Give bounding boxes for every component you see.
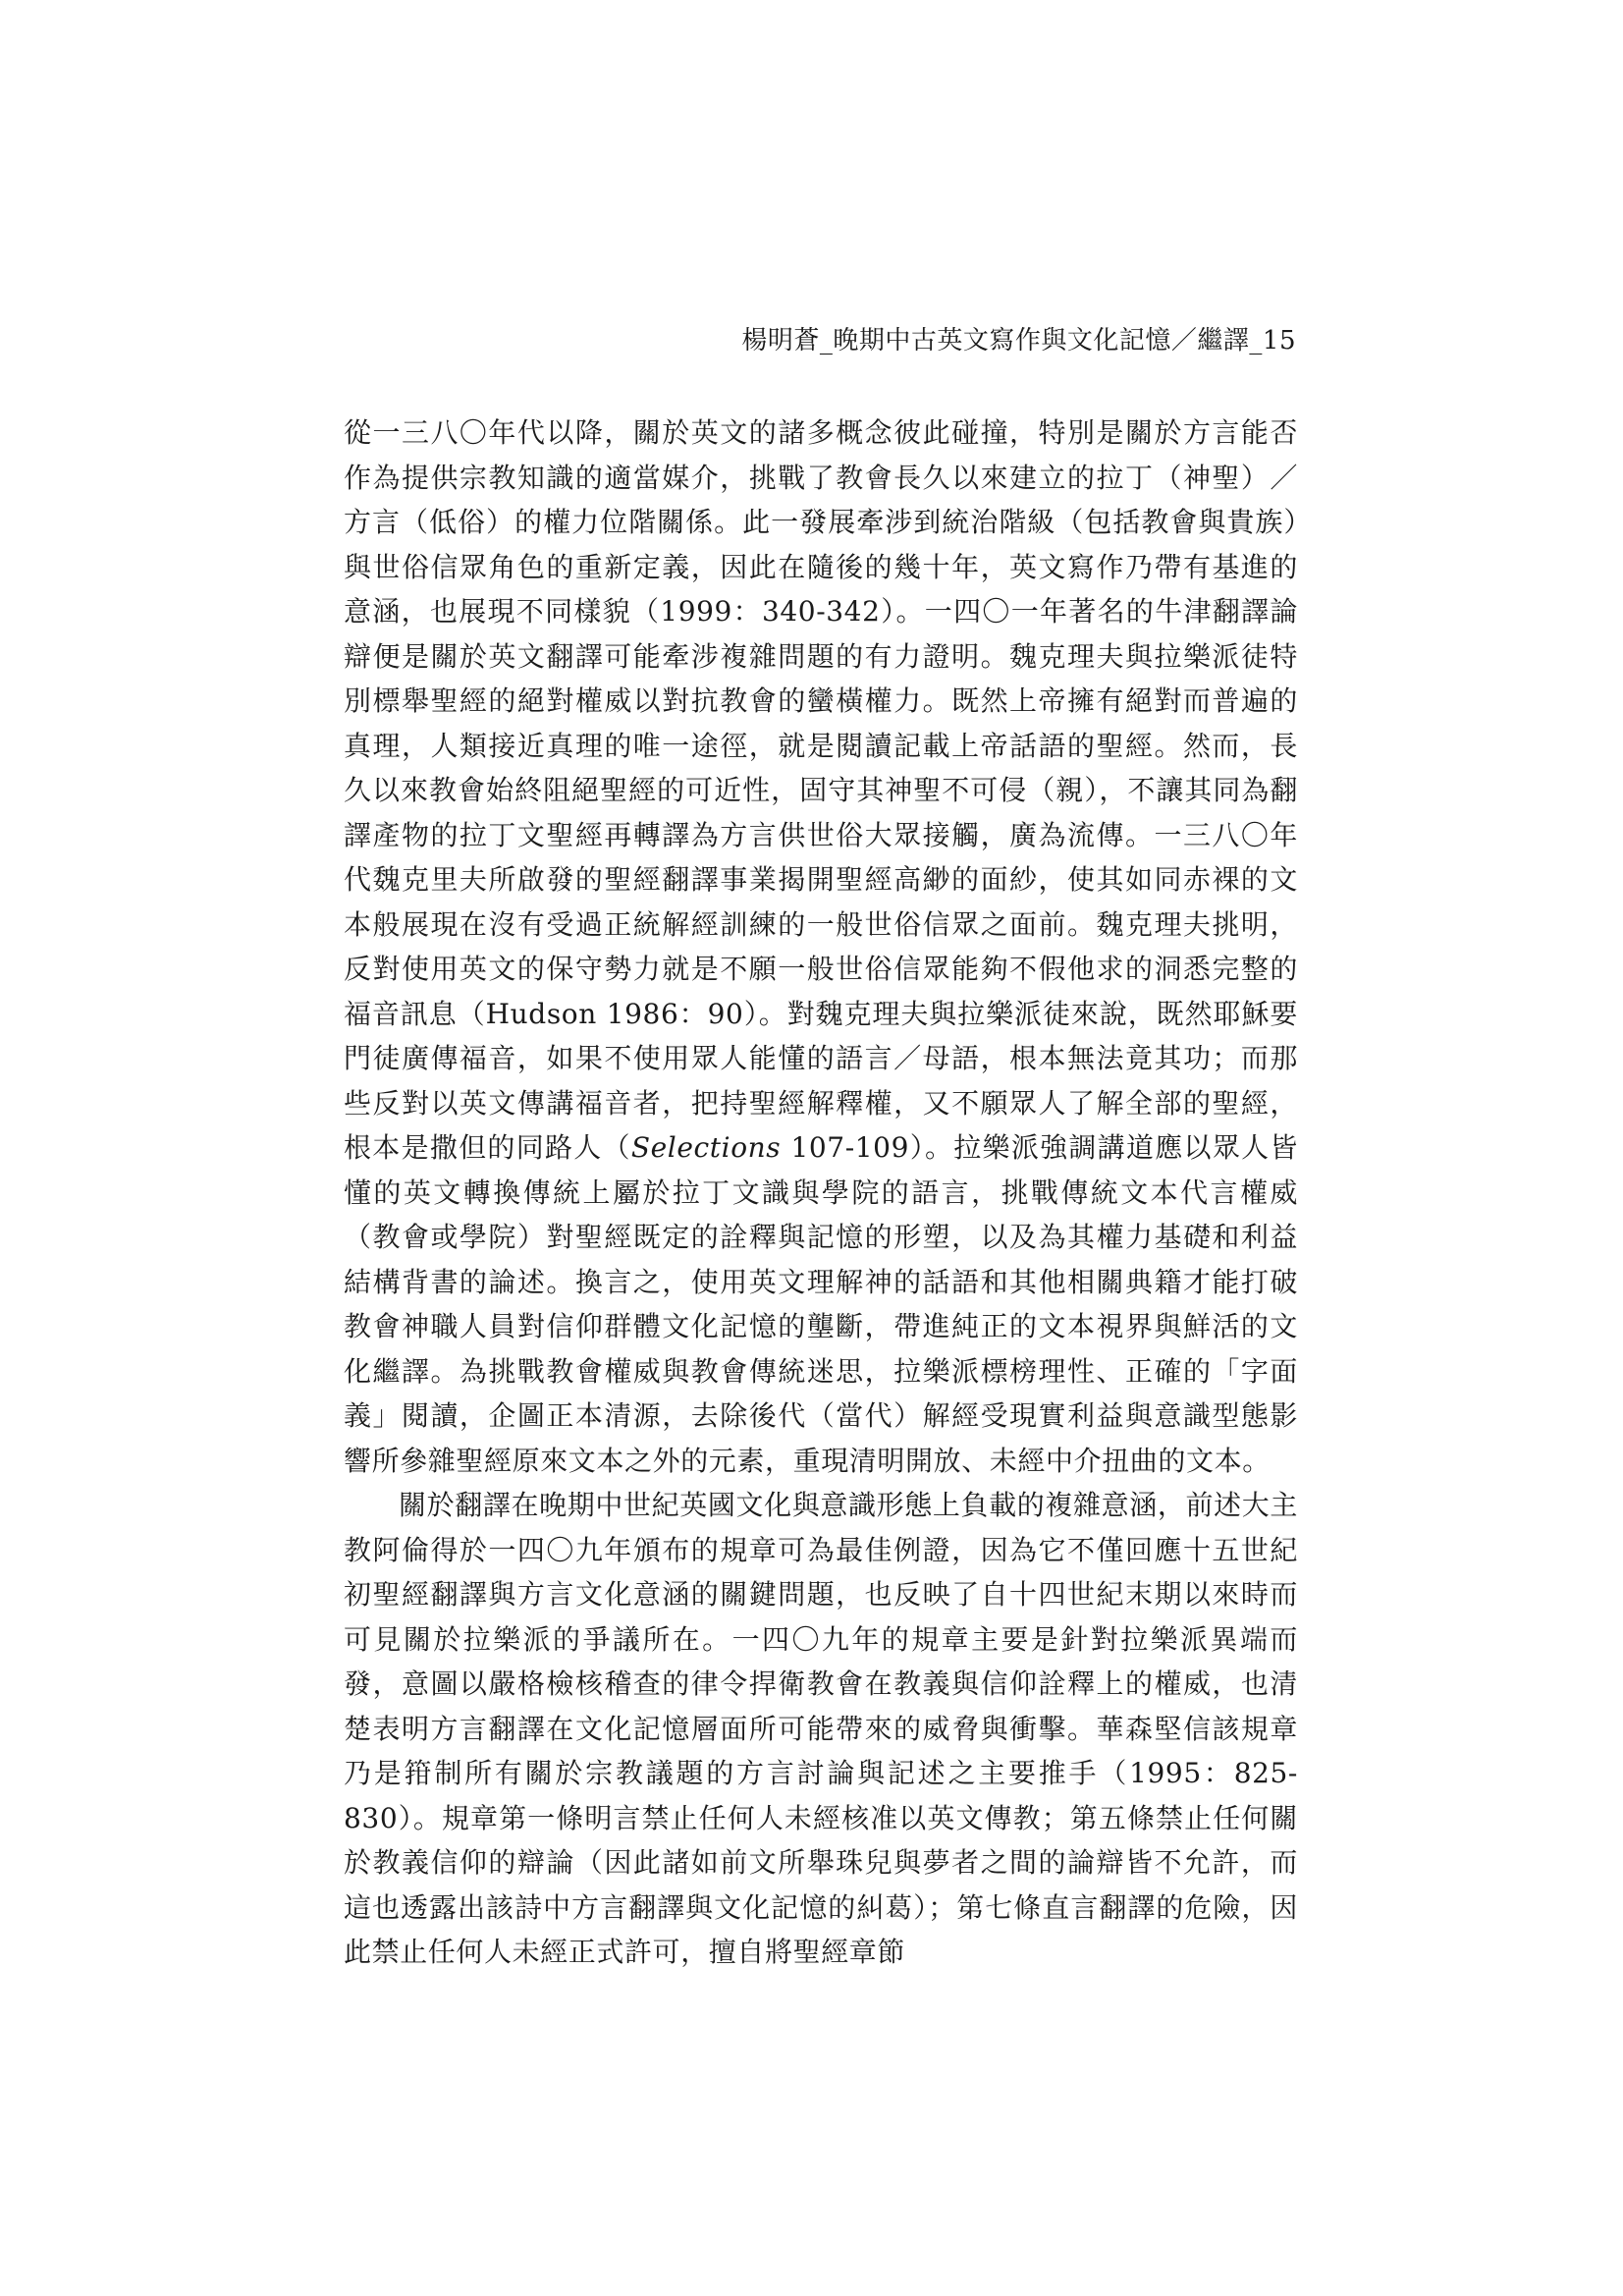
italic-citation-title: Selections bbox=[630, 1131, 782, 1164]
paragraph-1 bbox=[344, 410, 1298, 1483]
running-header: 楊明蒼_晚期中古英文寫作與文化記憶／繼譯_15 bbox=[741, 326, 1296, 355]
paragraph-1-text-a: 從一三八〇年代以降，關於英文的諸多概念彼此碰撞，特別是關於方言能否作為提供宗教知識的適當媒介，挑戰了教會長久以來建立的拉丁（神聖）／方言（低俗）的權力位階關係。此一發展牽涉到統治階級（包括教會與貴族）與世俗信眾角色的重新定義，因此在隨後的幾十年，英文寫作乃帶有基進的意涵，也展現不同樣貌（1999：340-342）。一四〇一年著名的牛津翻譯論辯便是關於英文翻譯可能牽涉複雜問題的有力證明。魏克理夫與拉樂派徒特別標舉聖經的絕對權威以對抗教會的蠻橫權力。既然上帝擁有絕對而普遍的真理，人類接近真理的唯一途徑，就是閱讀記載上帝話語的聖經。然而，長久以來教會始終阻絕聖經的可近性，固守其神聖不可侵（親），不讓其同為翻譯產物的拉丁文聖經再轉譯為方言供世俗大眾接觸，廣為流傳。一三八〇年代魏克里夫所啟發的聖經翻譯事業揭開聖經高緲的面紗，使其如同赤裸的文本般展現在沒有受過正統解經訓練的一般世俗信眾之面前。魏克理夫挑明，反對使用英文的保守勢力就是不願一般世俗信眾能夠不假他求的洞悉完整的福音訊息（Hudson 1986：90）。對魏克理夫與拉樂派徒來說，既然耶穌要門徒廣傳福音，如果不使用眾人能懂的語言／母語，根本無法竟其功；而那些反對以英文傳講福音者，把持聖經解釋權，又不願眾人了解全部的聖經，根本是撒但的同路人（ bbox=[344, 416, 1298, 1164]
body-text bbox=[344, 410, 1298, 1999]
paragraph-2: 關於翻譯在晚期中世紀英國文化與意識形態上負載的複雜意涵，前述大主教阿倫得於一四〇九年頒布的規章可為最佳例證，因為它不僅回應十五世紀初聖經翻譯與方言文化意涵的關鍵問題，也反映了自十四世紀末期以來時而可見關於拉樂派的爭議所在。一四〇九年的規章主要是針對拉樂派異端而發，意圖以嚴格檢核稽查的律令捍衛教會在教義與信仰詮釋上的權威，也清楚表明方言翻譯在文化記憶層面所可能帶來的威脅與衝擊。華森堅信該規章乃是箝制所有關於宗教議題的方言討論與記述之主要推手（1995：825-830）。規章第一條明言禁止任何人未經核准以英文傳教；第五條禁止任何關於教義信仰的辯論（因此諸如前文所舉珠兒與夢者之間的論辯皆不允許，而這也透露出該詩中方言翻譯與文化記憶的糾葛）；第七條直言翻譯的危險，因此禁止任何人未經正式許可，擅自將聖經章節 bbox=[344, 1489, 1298, 1968]
paragraph-1-text-b: 107-109）。拉樂派強調講道應以眾人皆懂的英文轉換傳統上屬於拉丁文識與學院的語言，挑戰傳統文本代言權威（教會或學院）對聖經既定的詮釋與記憶的形塑，以及為其權力基礎和利益結構背書的論述。換言之，使用英文理解神的話語和其他相關典籍才能打破教會神職人員對信仰群體文化記憶的壟斷，帶進純正的文本視界與鮮活的文化繼譯。為挑戰教會權威與教會傳統迷思，拉樂派標榜理性、正確的「字面義」閱讀，企圖正本清源，去除後代（當代）解經受現實利益與意識型態影響所參雜聖經原來文本之外的元素，重現清明開放、未經中介扭曲的文本。 bbox=[344, 1131, 1298, 1477]
